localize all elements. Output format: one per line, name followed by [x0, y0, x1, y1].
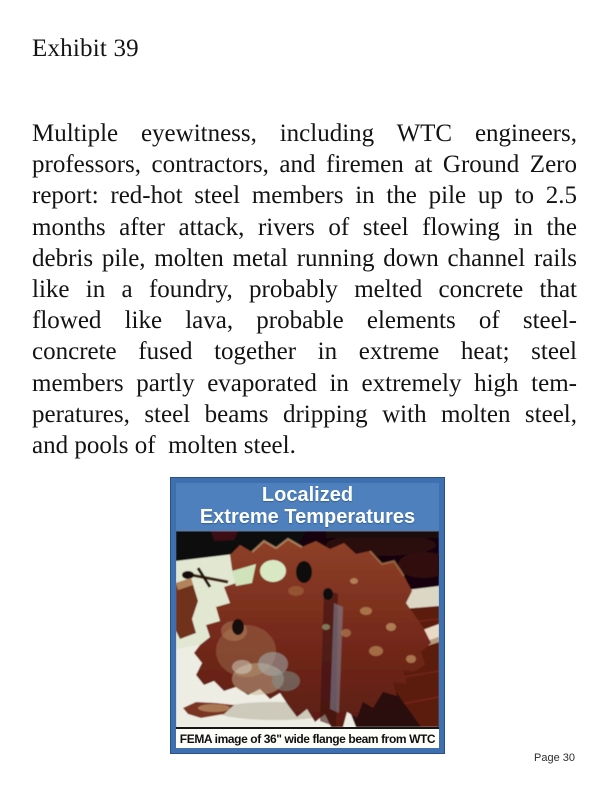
figure-title [176, 483, 439, 531]
beam-photo-illustration [176, 531, 439, 727]
hole-dark [296, 561, 312, 583]
exhibit-heading: Exhibit 39 [32, 35, 139, 62]
body-line: members partly evaporated in extremely high tem- [32, 369, 577, 397]
beam-photo [176, 531, 439, 727]
body-line: concrete fused together in extreme heat; steel [32, 338, 577, 366]
figure-caption: FEMA image of 36" wide flange beam from WTC [176, 727, 439, 748]
figure-localized-extreme-temperatures [171, 478, 444, 753]
figure-title-line1: Localized [261, 484, 354, 507]
body-line: debris pile, molten metal running down channel rails [32, 244, 577, 272]
body-paragraph [32, 118, 577, 461]
body-line: flowed like lava, probable elements of steel- [32, 307, 577, 335]
figure-title-line2: Extreme Temperatures [199, 505, 416, 528]
body-line: professors, contractors, and firemen at Ground Zero [32, 151, 577, 179]
body-line: like in a foundry, probably melted concrete that [32, 276, 577, 304]
body-line: months after attack, rivers of steel flowing in the [32, 213, 577, 241]
body-line: and pools of molten steel. [32, 432, 296, 460]
page-number: Page 30 [534, 752, 575, 764]
body-line: Multiple eyewitness, including WTC engineers, [32, 120, 577, 147]
body-line: report: red-hot steel members in the pile up to 2.5 [32, 182, 577, 210]
hole-light [260, 560, 286, 582]
body-line: peratures, steel beams dripping with molten steel, [32, 400, 577, 428]
